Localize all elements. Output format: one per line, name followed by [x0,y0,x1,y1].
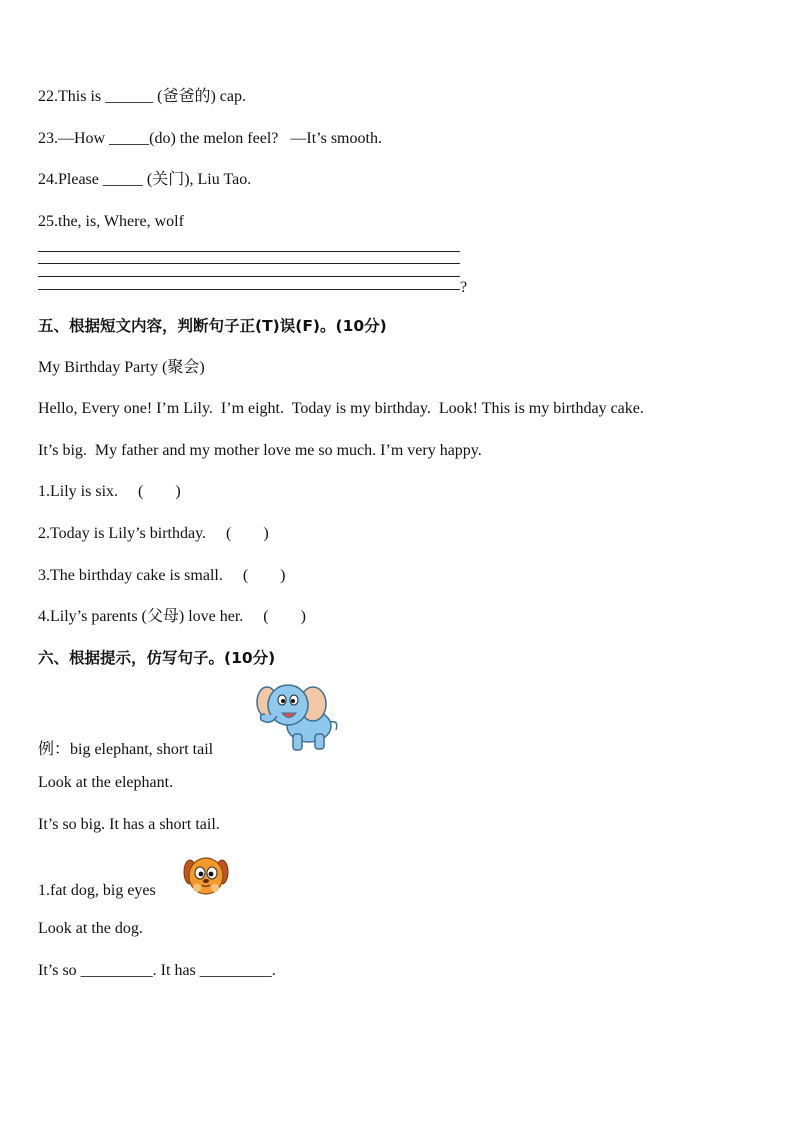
judge-item-4: 4.Lily’s parents (父母) love her. ( ) [38,608,306,625]
question-24: 24.Please _____ (关门), Liu Tao. [38,171,252,188]
question-1-line: Look at the dog. [38,920,143,937]
judge-item-3: 3.The birthday cake is small. ( ) [38,567,286,584]
judge-item-2: 2.Today is Lily’s birthday. ( ) [38,525,269,542]
question-mark: ? [460,279,468,296]
example-cue: 例：big elephant, short tail [38,741,214,758]
example-line: It’s so big. It has a short tail. [38,816,220,833]
example-line: Look at the elephant. [38,774,174,791]
question-1-answer: It’s so _________. It has _________. [38,962,276,979]
answer-line [38,289,460,290]
question-25: 25.the, is, Where, wolf [38,213,184,230]
answer-line [38,263,460,264]
question-23: 23.—How _____(do) the melon feel? —It’s smooth. [38,130,382,147]
passage-line: Hello, Every one! I’m Lily. I’m eight. Today is my birthday. Look! This is my birthday cake. [38,400,644,417]
answer-line [38,251,460,252]
judge-item-1: 1.Lily is six. ( ) [38,483,181,500]
section-heading-6: 六、根据提示，仿写句子。(10分) [38,649,276,667]
section-heading-5: 五、根据短文内容，判断句子正(T)误(F)。(10分) [38,317,387,335]
dog-icon [182,850,230,898]
question-22: 22.This is ______ (爸爸的) cap. [38,88,246,105]
question-1-cue: 1.fat dog, big eyes [38,882,156,899]
elephant-icon [255,680,341,758]
passage-line: It’s big. My father and my mother love me so much. I’m very happy. [38,442,482,459]
passage-title: My Birthday Party (聚会) [38,359,205,376]
answer-line [38,276,460,277]
